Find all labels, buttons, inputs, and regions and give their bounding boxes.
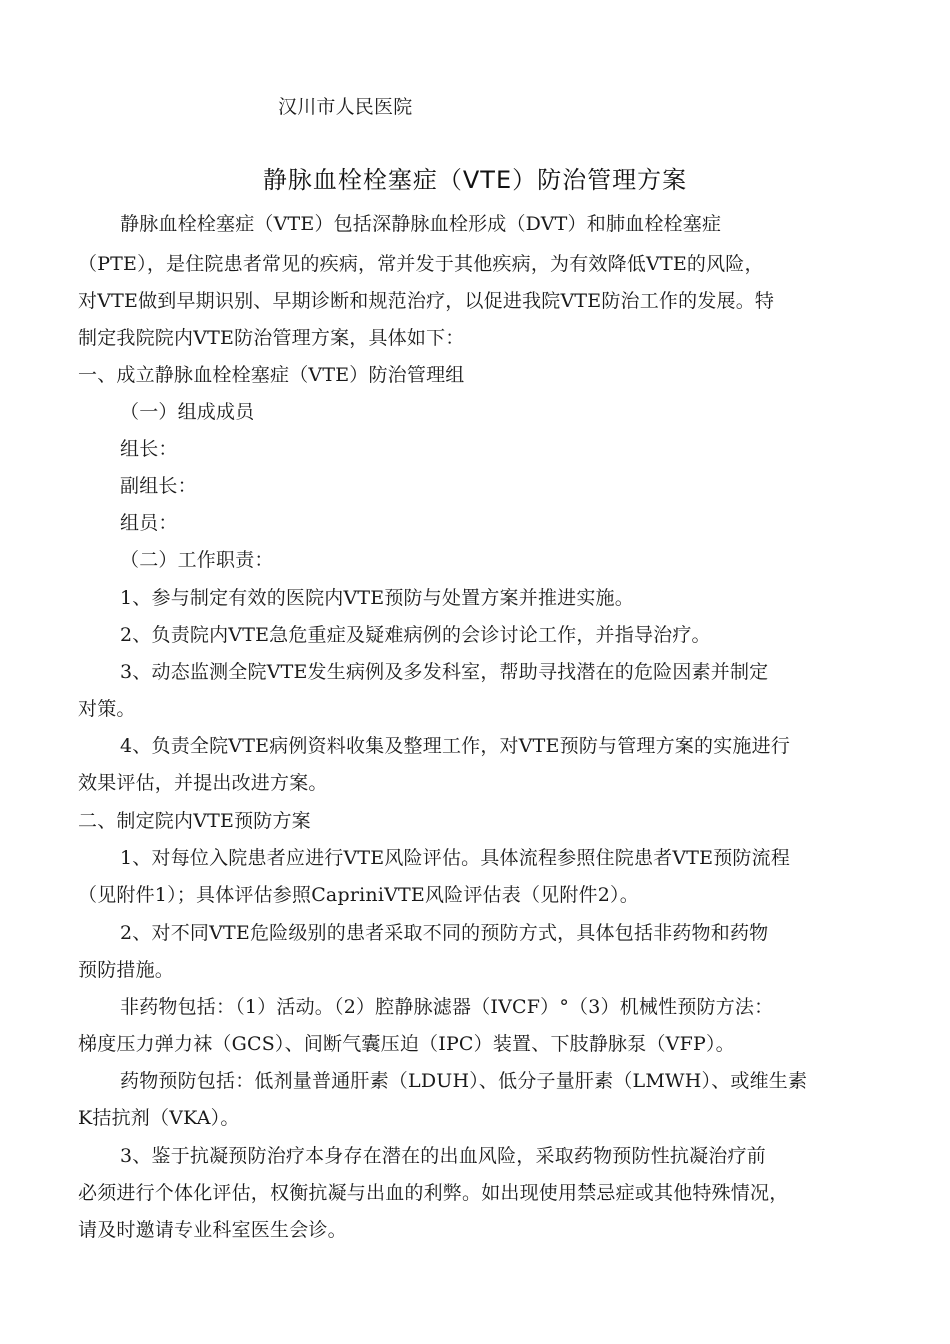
duty-4-line-2: 效果评估，并提出改进方案。 [78, 772, 328, 794]
members-label: 组员： [120, 512, 178, 534]
item-2-line-2: 预防措施。 [78, 959, 175, 981]
item-1-line-1: 1、对每位入院患者应进行VTE风险评估。具体流程参照住院患者VTE预防流程 [120, 847, 791, 869]
duty-3-line-1: 3、动态监测全院VTE发生病例及多发科室，帮助寻找潜在的危险因素并制定 [120, 661, 769, 683]
nondrug-line-2: 梯度压力弹力袜（GCS）、间断气囊压迫（IPC）装置、下肢静脉泵（VFP）。 [78, 1033, 735, 1055]
intro-line-4: 制定我院院内VTE防治管理方案，具体如下： [78, 327, 465, 349]
duty-2: 2、负责院内VTE急危重症及疑难病例的会诊讨论工作，并指导治疗。 [120, 624, 711, 646]
duty-1: 1、参与制定有效的医院内VTE预防与处置方案并推进实施。 [120, 587, 634, 609]
section1-sub1: （一）组成成员 [120, 401, 255, 423]
duty-3-line-2: 对策。 [78, 698, 136, 720]
intro-line-2: （PTE），是住院患者常见的疾病，常并发于其他疾病，为有效降低VTE的风险， [78, 253, 764, 275]
hospital-name: 汉川市人民医院 [278, 96, 413, 118]
item-2-line-1: 2、对不同VTE危险级别的患者采取不同的预防方式，具体包括非药物和药物 [120, 922, 769, 944]
section2-heading: 二、制定院内VTE预防方案 [78, 810, 311, 832]
drug-line-1: 药物预防包括：低剂量普通肝素（LDUH）、低分子量肝素（LMWH）、或维生素 [120, 1070, 808, 1092]
drug-line-2: K拮抗剂（VKA）。 [78, 1107, 240, 1129]
intro-line-1: 静脉血栓栓塞症（VTE）包括深静脉血栓形成（DVT）和肺血栓栓塞症 [120, 213, 722, 235]
section1-sub2: （二）工作职责： [120, 549, 274, 571]
leader-label: 组长： [120, 438, 178, 460]
item-3-line-2: 必须进行个体化评估，权衡抗凝与出血的利弊。如出现使用禁忌症或其他特殊情况， [78, 1182, 789, 1204]
nondrug-line-1: 非药物包括：（1）活动。（2）腔静脉滤器（IVCF）°（3）机械性预防方法： [120, 996, 774, 1018]
item-1-line-2: （见附件1）；具体评估参照CapriniVTE风险评估表（见附件2）。 [78, 884, 639, 906]
intro-line-3: 对VTE做到早期识别、早期诊断和规范治疗，以促进我院VTE防治工作的发展。特 [78, 290, 775, 312]
item-3-line-1: 3、鉴于抗凝预防治疗本身存在潜在的出血风险，采取药物预防性抗凝治疗前 [120, 1145, 766, 1167]
duty-4-line-1: 4、负责全院VTE病例资料收集及整理工作，对VTE预防与管理方案的实施进行 [120, 735, 791, 757]
document-title: 静脉血栓栓塞症（VTE）防治管理方案 [262, 166, 688, 194]
item-3-line-3: 请及时邀请专业科室医生会诊。 [78, 1219, 347, 1241]
vice-leader-label: 副组长： [120, 475, 197, 497]
section1-heading: 一、成立静脉血栓栓塞症（VTE）防治管理组 [78, 364, 465, 386]
